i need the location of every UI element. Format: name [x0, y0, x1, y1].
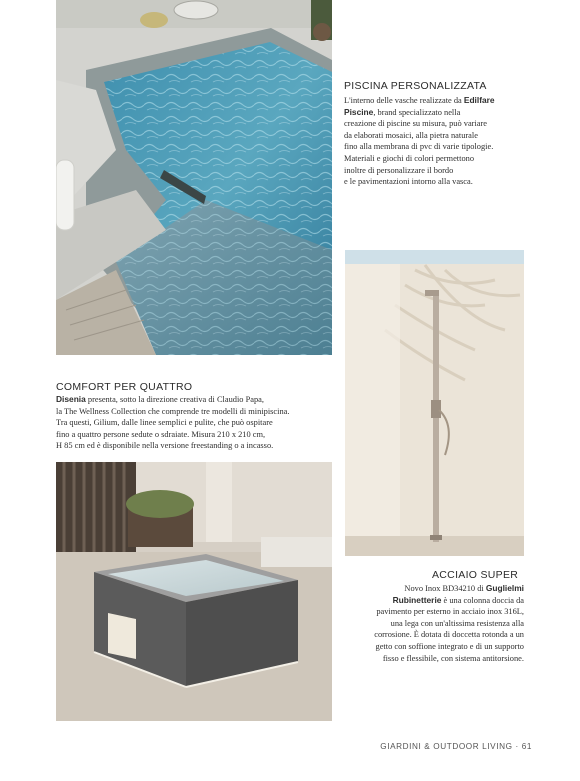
comfort-line: Disenia presenta, sotto la direzione creativa di Claudio Papa, [56, 394, 264, 404]
acciaio-line: pavimento per esterno in acciaio inox 316L, [376, 607, 524, 617]
brand-disenia: Disenia [56, 394, 86, 404]
footer-separator: · [515, 742, 519, 751]
page-number: 61 [521, 742, 532, 751]
brand-guglielmi: Guglielmi [485, 583, 524, 593]
comfort-heading: COMFORT PER QUATTRO [56, 381, 193, 393]
brand-edilfare: Edilfare [463, 95, 495, 105]
tub-photo [56, 462, 332, 721]
piscina-line: creazione di piscine su misura, può variare [344, 119, 488, 129]
piscina-line: e le pavimentazioni intorno alla vasca. [344, 177, 473, 187]
piscina-line: Piscine, brand specializzato nella [344, 106, 461, 117]
acciaio-line: getto con soffione integrato e di un supporto [375, 641, 524, 651]
page-footer [380, 742, 532, 751]
acciaio-heading: ACCIAIO SUPER [432, 569, 519, 581]
shower-illustration [345, 250, 524, 556]
comfort-line: Tra questi, Gilium, dalle linee semplici e pulite, che può ospitare [56, 418, 273, 428]
pool-illustration [56, 0, 332, 355]
acciaio-line: fisso e flessibile, con sistema antitorsione. [382, 653, 524, 663]
brand-rubinetterie: Rubinetterie [392, 594, 442, 605]
piscina-line: da elaborati mosaici, alla pietra naturale [344, 130, 478, 140]
shower-photo [345, 250, 524, 556]
piscina-line: inoltre di personalizzare il bordo [344, 165, 454, 175]
comfort-line: fino a quattro persone sedute o sdraiate. Misura 210 x 210 cm, [56, 429, 266, 439]
acciaio-line: Novo Inox BD34210 di Guglielmi [404, 583, 524, 593]
brand-piscine: Piscine [344, 106, 374, 117]
piscina-line: fino alla membrana di pvc di varie tipologie. [344, 142, 494, 152]
piscina-line: Materiali e giochi di colori permettono [344, 153, 475, 163]
comfort-line: H 85 cm ed è disponibile nella versione freestanding o a incasso. [56, 441, 274, 451]
pool-photo [56, 0, 332, 355]
tub-illustration [56, 462, 332, 721]
piscina-heading: PISCINA PERSONALIZZATA [344, 80, 487, 92]
comfort-line: la The Wellness Collection che comprende tre modelli di minipiscina. [56, 406, 290, 416]
piscina-line: L'interno delle vasche realizzate da Edilfare [344, 95, 495, 105]
acciaio-body [324, 583, 524, 664]
acciaio-line: Rubinetterie è una colonna doccia da [392, 594, 524, 605]
acciaio-line: corrosione. È dotata di doccetta rotonda a un [374, 630, 524, 640]
magazine-name: GIARDINI & OUTDOOR LIVING [380, 742, 513, 751]
piscina-body [344, 95, 544, 188]
comfort-body [56, 394, 336, 452]
acciaio-line: una lega con un'altissima resistenza alla [390, 618, 524, 628]
